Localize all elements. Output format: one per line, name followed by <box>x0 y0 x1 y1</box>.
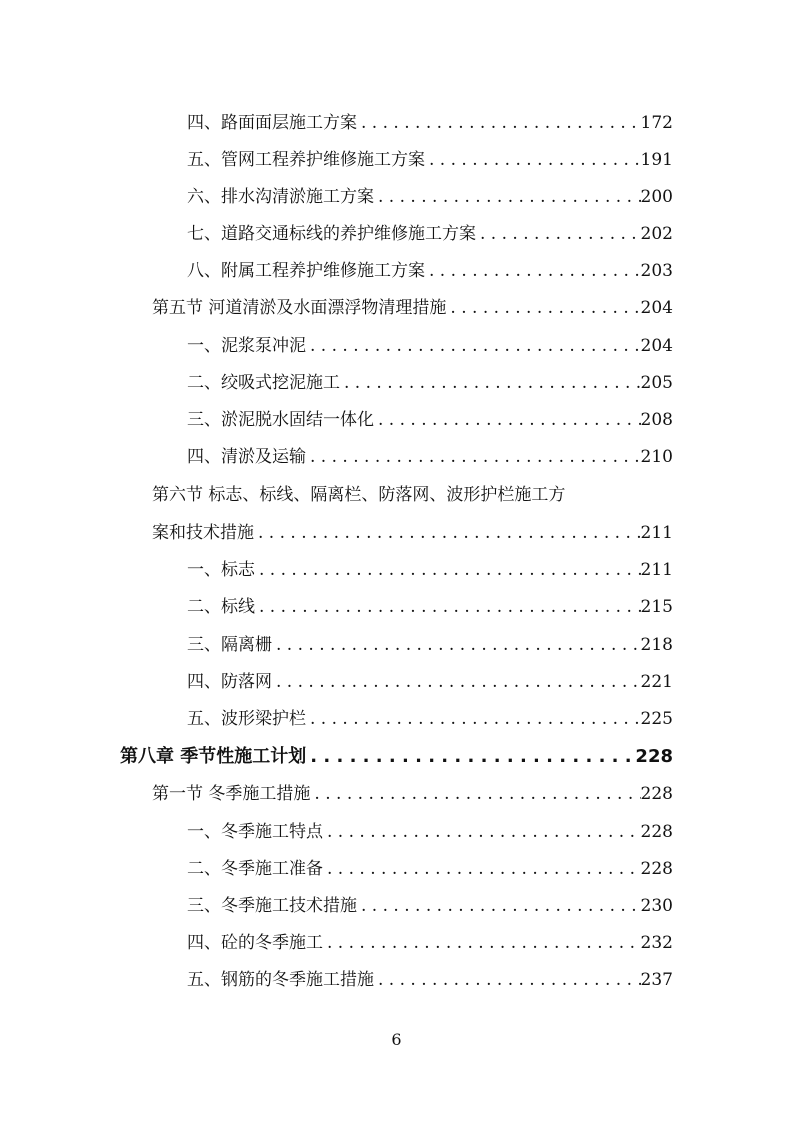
dot-leader <box>374 186 641 208</box>
toc-entry-page: 208 <box>640 410 673 430</box>
toc-entry-page: 203 <box>640 261 673 281</box>
toc-entry-title: 四、砼的冬季施工 <box>187 933 323 953</box>
toc-entry-title: 案和技术措施 <box>152 523 254 543</box>
dot-leader <box>323 821 641 843</box>
toc-entry-title: 二、冬季施工准备 <box>187 859 323 879</box>
toc-entry-title: 第五节 河道清淤及水面漂浮物清理措施 <box>152 298 447 318</box>
toc-entry-page: 228 <box>640 784 673 804</box>
dot-leader <box>306 335 641 357</box>
dot-leader <box>357 895 641 917</box>
toc-entry-title: 四、清淤及运输 <box>187 447 306 467</box>
toc-entry-page: 228 <box>640 859 673 879</box>
toc-entry-title: 第八章 季节性施工计划 <box>120 746 307 767</box>
toc-entry[interactable] <box>0 178 673 208</box>
toc-entry[interactable] <box>0 438 673 468</box>
toc-entry-title: 第一节 冬季施工措施 <box>152 784 311 804</box>
toc-entry-page: 221 <box>640 672 673 692</box>
toc-entry[interactable] <box>0 588 673 618</box>
dot-leader <box>310 783 640 805</box>
toc-entry-title: 一、泥浆泵冲泥 <box>187 336 306 356</box>
toc-entry[interactable] <box>0 700 673 730</box>
toc-entry-page: 210 <box>640 447 673 467</box>
toc-entry-page: 215 <box>640 597 673 617</box>
page-number: 6 <box>391 1030 402 1049</box>
toc-section-entry[interactable] <box>0 289 673 319</box>
toc-entry-page: 204 <box>640 298 673 318</box>
toc-entry[interactable] <box>0 551 673 581</box>
toc-entry-title: 二、标线 <box>187 597 255 617</box>
dot-leader <box>254 522 641 544</box>
dot-leader <box>425 260 641 282</box>
toc-entry-page: 232 <box>640 933 673 953</box>
dot-leader <box>374 969 641 991</box>
toc-entry-title: 一、冬季施工特点 <box>187 822 323 842</box>
toc-entry-page: 211 <box>640 523 673 543</box>
toc-entry[interactable] <box>0 104 673 134</box>
toc-entry-title: 五、管网工程养护维修施工方案 <box>187 150 425 170</box>
toc-entry-page: 204 <box>640 336 673 356</box>
toc-entry-page: 205 <box>640 373 673 393</box>
toc-entry[interactable] <box>0 215 673 245</box>
dot-leader <box>306 708 641 730</box>
toc-section-entry[interactable] <box>0 514 673 544</box>
toc-chapter-entry[interactable] <box>0 738 673 768</box>
dot-leader <box>357 112 641 134</box>
toc-entry-page: 191 <box>640 150 673 170</box>
toc-entry-title: 五、波形梁护栏 <box>187 709 306 729</box>
toc-entry-title: 六、排水沟清淤施工方案 <box>187 187 374 207</box>
toc-entry-title: 二、绞吸式挖泥施工 <box>187 373 340 393</box>
toc-entry[interactable] <box>0 252 673 282</box>
toc-entry-page: 200 <box>640 187 673 207</box>
toc-entry-page: 230 <box>640 896 673 916</box>
toc-entry-title: 四、防落网 <box>187 672 272 692</box>
dot-leader <box>272 634 641 656</box>
toc-entry[interactable] <box>0 141 673 171</box>
toc-entry[interactable] <box>0 961 673 991</box>
toc-entry[interactable] <box>0 364 673 394</box>
dot-leader <box>446 297 640 319</box>
toc-entry-title: 三、淤泥脱水固结一体化 <box>187 410 374 430</box>
dot-leader <box>425 149 641 171</box>
toc-entry-title: 七、道路交通标线的养护维修施工方案 <box>187 224 476 244</box>
toc-entry-title: 五、钢筋的冬季施工措施 <box>187 970 374 990</box>
toc-entry-title: 三、冬季施工技术措施 <box>187 896 357 916</box>
toc-entry-page: 228 <box>640 822 673 842</box>
dot-leader <box>272 671 641 693</box>
toc-entry[interactable] <box>0 887 673 917</box>
dot-leader <box>306 746 635 768</box>
toc-entry[interactable] <box>0 663 673 693</box>
toc-entry[interactable] <box>0 813 673 843</box>
dot-leader <box>306 446 641 468</box>
dot-leader <box>255 596 641 618</box>
toc-entry[interactable] <box>0 401 673 431</box>
toc-entry[interactable] <box>0 850 673 880</box>
toc-entry-page: 218 <box>640 635 673 655</box>
toc-entry-title: 四、路面面层施工方案 <box>187 113 357 133</box>
toc-entry-page: 202 <box>640 224 673 244</box>
dot-leader <box>374 409 641 431</box>
toc-entry-page: 225 <box>640 709 673 729</box>
toc-entry-page: 228 <box>635 746 673 767</box>
toc-section-entry-line1[interactable]: 第六节 标志、标线、隔离栏、防落网、波形护栏施工方 <box>152 485 566 505</box>
dot-leader <box>323 932 641 954</box>
dot-leader <box>340 372 641 394</box>
dot-leader <box>476 223 641 245</box>
toc-entry[interactable] <box>0 924 673 954</box>
toc-entry-title: 一、标志 <box>187 560 255 580</box>
toc-entry[interactable] <box>0 626 673 656</box>
toc-entry-page: 211 <box>640 560 673 580</box>
toc-entry-title: 八、附属工程养护维修施工方案 <box>187 261 425 281</box>
toc-entry-page: 237 <box>640 970 673 990</box>
toc-entry[interactable] <box>0 327 673 357</box>
toc-entry-page: 172 <box>640 113 673 133</box>
toc-section-entry[interactable] <box>0 775 673 805</box>
dot-leader <box>255 559 641 581</box>
dot-leader <box>323 858 641 880</box>
toc-entry-title: 三、隔离栅 <box>187 635 272 655</box>
